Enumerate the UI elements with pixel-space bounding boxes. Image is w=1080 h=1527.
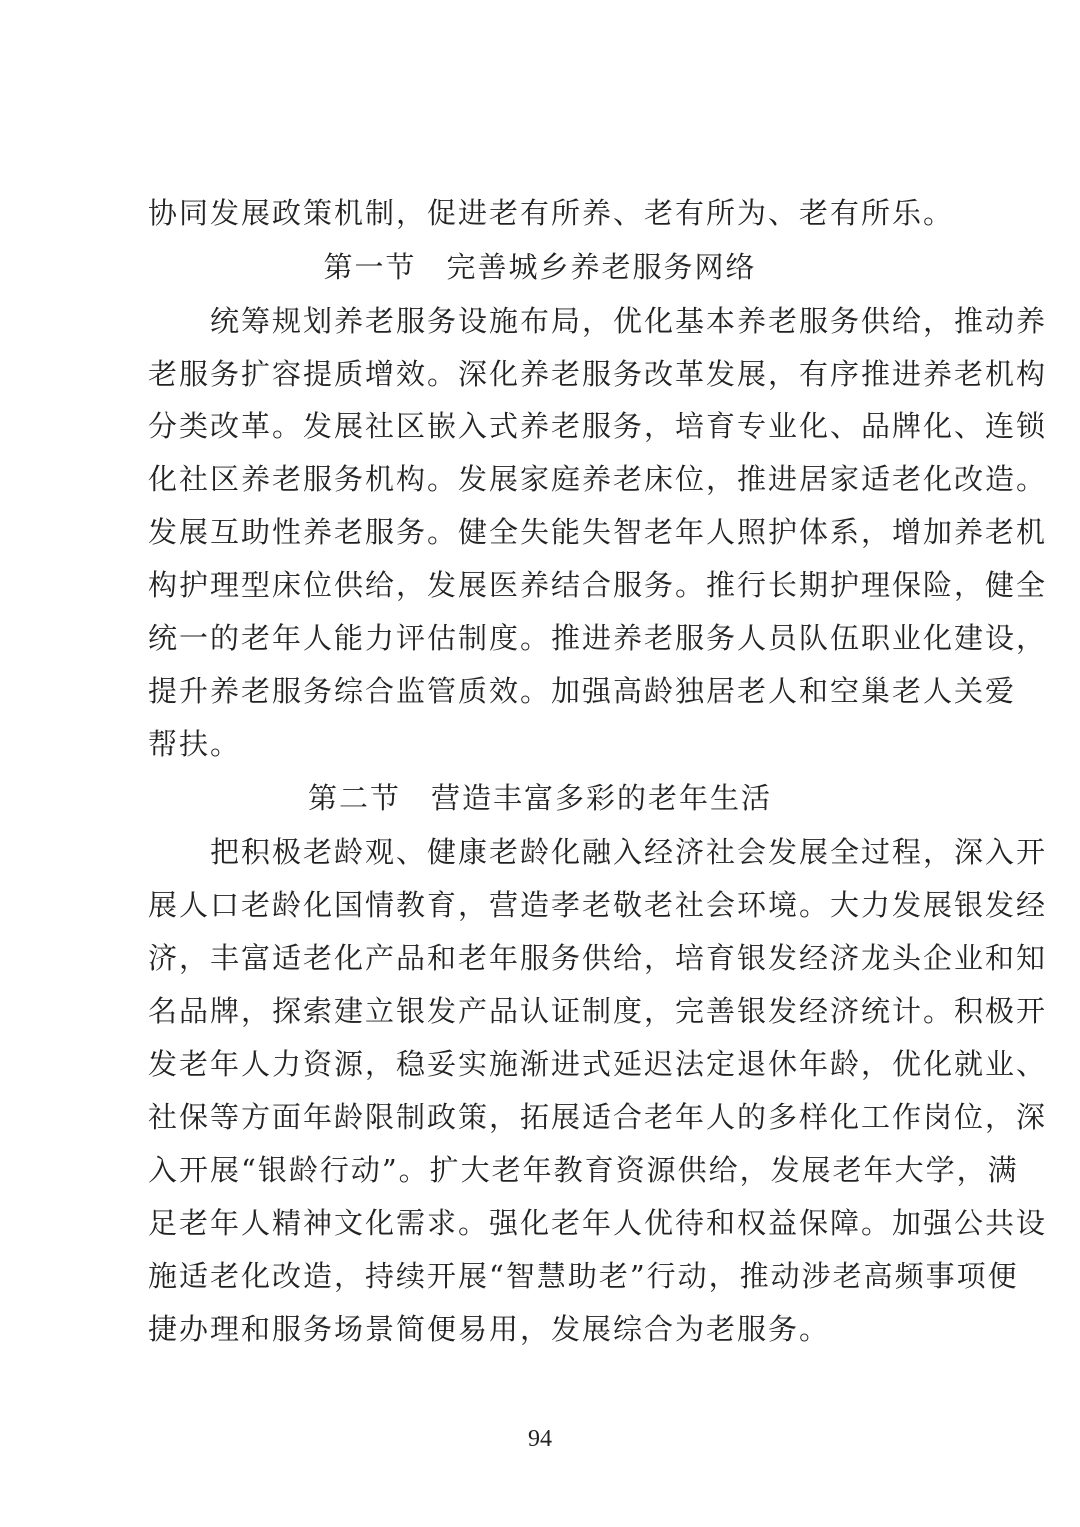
section-2-line: 施适老化改造，持续开展“智慧助老”行动，推动涉老高频事项便 xyxy=(148,1259,1019,1293)
section-1-line: 分类改革。发展社区嵌入式养老服务，培育专业化、品牌化、连锁 xyxy=(148,409,1048,443)
section-2-line: 发老年人力资源，稳妥实施渐进式延迟法定退休年龄，优化就业、 xyxy=(148,1047,1048,1081)
section-1-line: 构护理型床位供给，发展医养结合服务。推行长期护理保险，健全 xyxy=(148,568,1048,602)
section-1-line: 统一的老年人能力评估制度。推进养老服务人员队伍职业化建设， xyxy=(148,621,1048,655)
page-number: 94 xyxy=(528,1426,552,1452)
section-2-line: 展人口老龄化国情教育，营造孝老敬老社会环境。大力发展银发经 xyxy=(148,888,1048,922)
section-1-line: 化社区养老服务机构。发展家庭养老床位，推进居家适老化改造。 xyxy=(148,462,1048,496)
section-2-line: 入开展“银龄行动”。扩大老年教育资源供给，发展老年大学，满 xyxy=(148,1153,1019,1187)
section-1-line: 统筹规划养老服务设施布局，优化基本养老服务供给，推动养 xyxy=(148,304,1048,338)
section-1-number: 第一节 xyxy=(323,250,417,284)
section-1-line: 老服务扩容提质增效。深化养老服务改革发展，有序推进养老机构 xyxy=(148,357,1048,391)
section-2-line: 足老年人精神文化需求。强化老年人优待和权益保障。加强公共设 xyxy=(148,1206,1048,1240)
section-2-line: 社保等方面年龄限制政策，拓展适合老年人的多样化工作岗位，深 xyxy=(148,1100,1048,1134)
section-2-line: 捷办理和服务场景简便易用，发展综合为老服务。 xyxy=(148,1312,831,1346)
section-1-line: 帮扶。 xyxy=(148,727,242,761)
section-2-number: 第二节 xyxy=(307,781,401,815)
section-2-line: 名品牌，探索建立银发产品认证制度，完善银发经济统计。积极开 xyxy=(148,994,1048,1028)
section-1-line: 提升养老服务综合监管质效。加强高龄独居老人和空巢老人关爱 xyxy=(148,674,1017,708)
section-1-heading xyxy=(0,247,1080,287)
section-2-line: 把积极老龄观、健康老龄化融入经济社会发展全过程，深入开 xyxy=(148,835,1048,869)
intro-line: 协同发展政策机制，促进老有所养、老有所为、老有所乐。 xyxy=(148,196,955,230)
section-2-title: 营造丰富多彩的老年生活 xyxy=(431,781,773,815)
section-2-line: 济，丰富适老化产品和老年服务供给，培育银发经济龙头企业和知 xyxy=(148,941,1048,975)
section-2-heading xyxy=(0,778,1080,818)
section-1-title: 完善城乡养老服务网络 xyxy=(446,250,757,284)
section-1-line: 发展互助性养老服务。健全失能失智老年人照护体系，增加养老机 xyxy=(148,515,1048,549)
